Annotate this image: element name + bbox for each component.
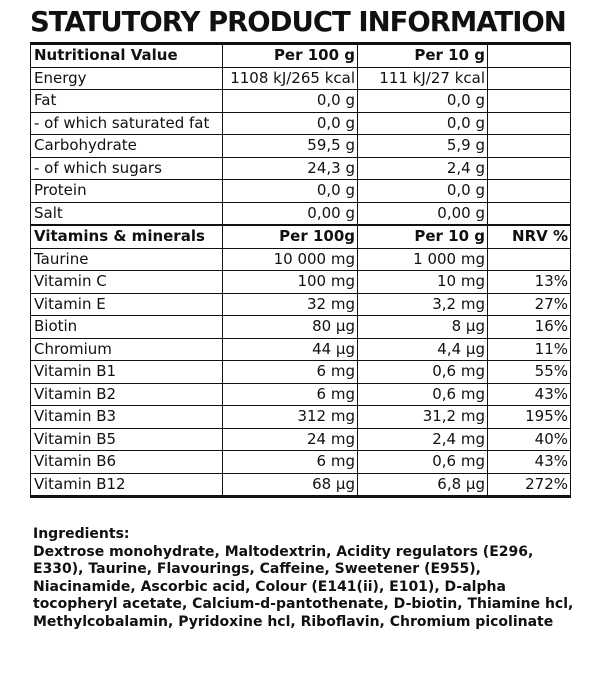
vitamins-cell: Vitamin B1 [31,361,223,384]
nutrition-cell: 24,3 g [223,157,358,180]
vitamins-cell: 68 µg [223,473,358,497]
vitamins-row [31,293,571,316]
nutrition-cell: Salt [31,202,223,225]
vitamins-cell: 4,4 µg [358,338,488,361]
vitamins-cell: Chromium [31,338,223,361]
vitamins-cell: 40% [488,428,571,451]
vitamins-cell: 0,6 mg [358,383,488,406]
nutrition-cell: 0,0 g [223,112,358,135]
nutrition-cell [488,112,571,135]
nutrition-cell [488,180,571,203]
nutrition-table [30,42,571,498]
vitamins-cell: 272% [488,473,571,497]
vitamins-cell: 44 µg [223,338,358,361]
nutrition-header-cell: Nutritional Value [31,44,223,68]
vitamins-row [31,406,571,429]
nutrition-cell [488,157,571,180]
nutrition-cell: - of which saturated fat [31,112,223,135]
vitamins-row [31,428,571,451]
nutrition-cell: 0,0 g [358,90,488,113]
vitamins-cell: 312 mg [223,406,358,429]
nutrition-cell: Protein [31,180,223,203]
nutrition-cell [488,90,571,113]
vitamins-cell: 0,6 mg [358,361,488,384]
nutrition-row [31,112,571,135]
nutrition-cell: 0,0 g [358,112,488,135]
nutrition-cell [488,135,571,158]
nutrition-cell: 59,5 g [223,135,358,158]
nutrition-cell [488,202,571,225]
nutrition-row [31,135,571,158]
vitamins-header-row [31,225,571,248]
vitamins-cell: 6 mg [223,383,358,406]
vitamins-cell: 6 mg [223,451,358,474]
vitamins-cell: Vitamin B6 [31,451,223,474]
nutrition-cell: 5,9 g [358,135,488,158]
vitamins-cell: Vitamin B5 [31,428,223,451]
vitamins-cell: Taurine [31,248,223,271]
vitamins-cell: 100 mg [223,271,358,294]
vitamins-cell: Vitamin B2 [31,383,223,406]
vitamins-cell: 80 µg [223,316,358,339]
nutrition-cell: 0,0 g [223,90,358,113]
vitamins-cell: 31,2 mg [358,406,488,429]
nutrition-cell: 0,00 g [223,202,358,225]
vitamins-cell: Biotin [31,316,223,339]
vitamins-row [31,473,571,497]
vitamins-cell: 2,4 mg [358,428,488,451]
vitamins-cell: Vitamin E [31,293,223,316]
vitamins-cell: 10 000 mg [223,248,358,271]
nutrition-cell: 2,4 g [358,157,488,180]
nutrition-cell: 0,0 g [358,180,488,203]
vitamins-row [31,451,571,474]
vitamins-cell: 16% [488,316,571,339]
vitamins-row [31,271,571,294]
vitamins-cell: 32 mg [223,293,358,316]
vitamins-row [31,338,571,361]
nutrition-cell: 0,00 g [358,202,488,225]
vitamins-cell: Vitamin B12 [31,473,223,497]
vitamins-row [31,316,571,339]
ingredients-label: Ingredients: [33,526,130,542]
nutrition-row [31,157,571,180]
ingredients-text: Dextrose monohydrate, Maltodextrin, Acidity regulators (E296, E330), Taurine, Flavourings, Caffeine, Sweetener (E955), Niacinamide, Ascorbic acid, Colour (E141(ii), E101), D-alpha tocopheryl acetate, Calcium-d-pantothenate, D-biotin, Thiamine hcl, Methylcobalamin, Pyridoxine hcl, Riboflavin, Chromium picolinate [33,543,574,630]
nutrition-row [31,202,571,225]
vitamins-cell: 10 mg [358,271,488,294]
vitamins-cell: 0,6 mg [358,451,488,474]
vitamins-cell: 43% [488,451,571,474]
vitamins-cell: 6 mg [223,361,358,384]
nutrition-header-cell [488,44,571,68]
ingredients-block [33,526,578,631]
vitamins-row [31,248,571,271]
vitamins-cell: 8 µg [358,316,488,339]
vitamins-cell: Vitamin B3 [31,406,223,429]
vitamins-cell: 24 mg [223,428,358,451]
vitamins-cell: 195% [488,406,571,429]
vitamins-header-cell: Vitamins & minerals [31,225,223,248]
nutrition-cell: Fat [31,90,223,113]
vitamins-cell: 3,2 mg [358,293,488,316]
page-title: STATUTORY PRODUCT INFORMATION [30,6,566,38]
vitamins-cell [488,248,571,271]
vitamins-header-cell: Per 10 g [358,225,488,248]
nutrition-cell: - of which sugars [31,157,223,180]
nutrition-cell: 0,0 g [223,180,358,203]
nutrition-cell: Energy [31,67,223,90]
nutrition-row [31,180,571,203]
nutrition-header-row [31,44,571,68]
nutrition-cell: 1108 kJ/265 kcal [223,67,358,90]
vitamins-header-cell: NRV % [488,225,571,248]
vitamins-cell: 27% [488,293,571,316]
vitamins-cell: 11% [488,338,571,361]
nutrition-row [31,90,571,113]
vitamins-cell: 1 000 mg [358,248,488,271]
nutrition-header-cell: Per 10 g [358,44,488,68]
nutrition-cell: Carbohydrate [31,135,223,158]
nutrition-row [31,67,571,90]
vitamins-row [31,383,571,406]
vitamins-cell: 13% [488,271,571,294]
vitamins-cell: 55% [488,361,571,384]
vitamins-cell: 6,8 µg [358,473,488,497]
vitamins-cell: Vitamin C [31,271,223,294]
vitamins-cell: 43% [488,383,571,406]
nutrition-cell [488,67,571,90]
nutrition-header-cell: Per 100 g [223,44,358,68]
vitamins-row [31,361,571,384]
vitamins-header-cell: Per 100g [223,225,358,248]
nutrition-cell: 111 kJ/27 kcal [358,67,488,90]
